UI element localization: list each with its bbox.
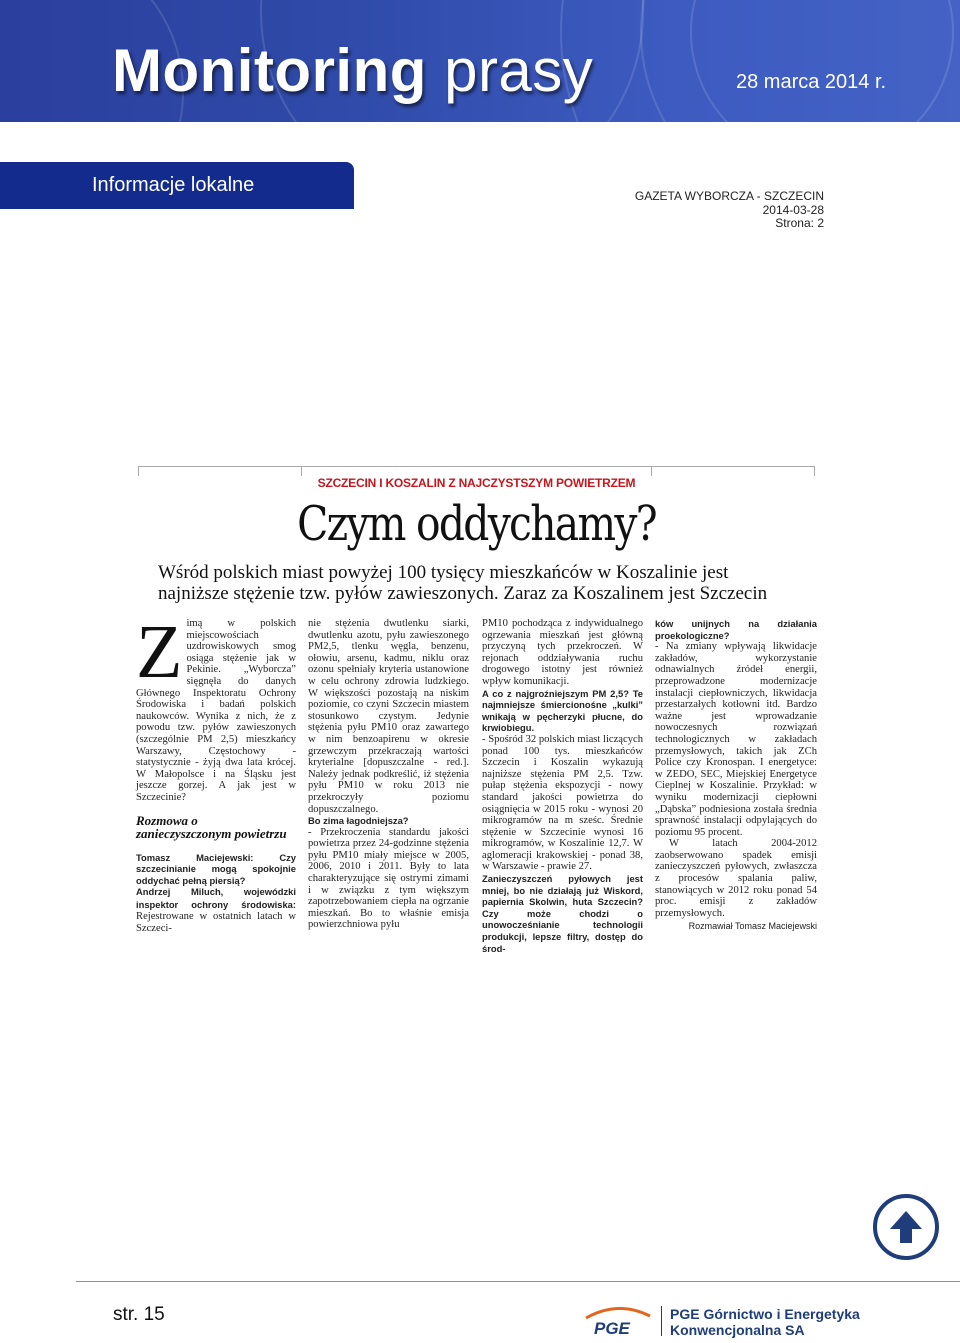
footer-divider (661, 1306, 662, 1336)
article-kicker: SZCZECIN I KOSZALIN Z NAJCZYSTSZYM POWIETRZEM (317, 476, 636, 490)
section-label: Informacje lokalne (92, 174, 255, 196)
article-column-4 (655, 618, 817, 933)
company-line-1: PGE Górnictwo i Energetyka (670, 1306, 860, 1322)
source-date: 2014-03-28 (762, 202, 824, 217)
col2-text-2: - Przekroczenia standardu jakości powietrza przez 24-godzinne stężenia pyłu PM10 miały miejsce w 2005, 2006, 2010 i 2011. Były to lata charakteryzujące się ostrymi zimami i w związku z tym większym zapotrzebowaniem ciepła na ogrzanie mieszkań. Bo to właśnie emisja powierzchniowa pyłu (308, 826, 469, 931)
back-to-top-button[interactable] (873, 1194, 939, 1260)
source-info (635, 190, 824, 231)
clip-tick (301, 466, 302, 476)
clip-top-rule (138, 466, 814, 467)
footer-rule (76, 1281, 960, 1282)
article-column-1 (136, 610, 296, 935)
drop-cap: Z (136, 610, 183, 694)
source-publication: GAZETA WYBORCZA - SZCZECIN (634, 189, 824, 203)
title-bold: Monitoring (112, 37, 427, 104)
answer-speaker: Andrzej Miluch, wojewódzki inspektor ochrony środowiska: (136, 886, 296, 910)
arrow-up-icon (886, 1207, 926, 1247)
question-1: Tomasz Maciejewski: Czy szczecinianie mogą spokojnie oddychać pełną piersią? (136, 851, 296, 886)
report-date: 28 marca 2014 r. (736, 71, 887, 93)
section-tab (0, 162, 354, 209)
pge-logo-mark (582, 1300, 654, 1338)
question-4: Zanieczyszczeń pyłowych jest mniej, bo nie działają już Wiskord, papiernia Skolwin, huta Szczecin? Czy może chodzi o unowocześnianie technologii produkcji, lepsze filtry, dostęp do środ- (482, 873, 643, 954)
header-banner (0, 0, 960, 122)
page-title (112, 36, 593, 106)
clip-tick (138, 466, 139, 476)
pge-logo (582, 1300, 654, 1338)
title-light: prasy (444, 37, 594, 104)
answer-1-text: Rejestrowane w ostatnich latach w Szczeci- (136, 911, 296, 935)
col2-text: nie stężenia dwutlenku siarki, dwutlenku azotu, pyłu zawieszonego PM2,5, tlenku węgla, benzenu, ołowiu, arsenu, kadmu, niklu oraz ozonu spełniały kryteria ustanowione w celu ochrony zdrowia ludzkiego. W większości pozostają na niskim poziomie, co czyni Szczecin miastem stosunkowo czystym. Jedynie stężenia pyłu PM10 oraz zawartego w nim benzoapirenu w okresie grzewczym przekraczają wartości kryterialne [dopuszczalne - red.]. Należy jednak podkreślić, iż stężenia pyłu PM10 w roku 2013 nie przekroczyły poziomu dopuszczalnego. (308, 618, 469, 815)
source-page: Strona: 2 (775, 216, 824, 230)
col4-text-2: W latach 2004-2012 zaobserwowano spadek emisji zanieczyszczeń pyłowych, zwłaszcza z procesów spalania paliw, stanowiących w 2012 roku ponad 54 proc. emisji z zakładów przemysłowych. (655, 838, 817, 919)
col3-text: PM10 pochodząca z indywidualnego ogrzewania mieszkań jest główną przyczyną tych przekroczeń. W rejonach oddziaływania ruchu drogowego istotny jest również wpływ komunikacji. (482, 618, 643, 687)
clip-tick (651, 466, 652, 476)
clip-tick (814, 466, 815, 476)
col3-text-2: - Spośród 32 polskich miast liczących ponad 100 tys. mieszkańców Szczecin i Koszalin wykazują najniższe stężenia PM 2,5. Tzw. pułap stężenia ekspozycji - nowy standard jakości powietrza do osiągnięcia w 2015 roku - wynosi 20 mikrogramów na m sześc. Średnie stężenie w Szczecinie wynosi 16 mikrogramów, w Koszalinie 12,7. W aglomeracji krakowskiej - ponad 38, w Warszawie - prawie 27. (482, 733, 643, 873)
question-3: A co z najgroźniejszym PM 2,5? Te najmniejsze śmiercionośne „kulki” wnikają w pęcherzyki płucne, do krwiobiegu. (482, 687, 643, 734)
col1-text: imą w polskich miejscowościach uzdrowiskowych smog osiąga stężenie jak w Pekinie. „Wyborcza” sięgnęła do danych Głównego Inspektoratu Ochrony Środowiska i badań polskich naukowców. Wynika z nich, że z powodu tzw. pyłów zawieszonych (szczególnie PM 2,5) mieszkańcy Warszawy, Częstochowy - statystycznie - żyją dwa lata krócej. W Małopolsce i na Śląsku jest jeszcze gorzej. A jak jest w Szczecinie? (136, 618, 296, 803)
article-lead: Wśród polskich miast powyżej 100 tysięcy mieszkańców w Koszalinie jest najniższe stężenie tzw. pyłów zawieszonych. Zaraz za Koszalinem jest Szczecin (158, 562, 768, 604)
article-headline: Czym oddychamy? (297, 496, 656, 552)
pge-logo-text: PGE (594, 1319, 630, 1338)
page-number: str. 15 (113, 1304, 165, 1325)
question-4-end: ków unijnych na działania proekologiczne? (655, 618, 817, 641)
company-name (670, 1306, 860, 1338)
article-column-2 (308, 618, 469, 931)
article-column-3 (482, 618, 643, 954)
col4-text: - Na zmiany wpływają likwidacje zakładów, wykorzystanie odnawialnych źródeł energii, przeprowadzone modernizacje instalacji ciepłowniczych, likwidacja przestarzałych kotłowni itd. Bardzo ważne jest wprowadzanie nowoczesnych rozwiązań technologicznych w zakładach przemysłowych, takich jak ZCh Police czy Kronospan. I energetyce: w ZEDO, SEC, Miejskiej Energetyce Cieplnej w Koszalinie. Przykład: w wyniku modernizacji ciepłowni „Dąbska” podniesiona została średnia sprawność instalacji odpylających do poziomu 95 procent. (655, 641, 817, 838)
company-line-2: Konwencjonalna SA (670, 1322, 805, 1338)
article-byline: Rozmawiał Tomasz Maciejewski (688, 921, 817, 932)
question-2: Bo zima łagodniejsza? (308, 815, 409, 827)
article-clipping (136, 466, 817, 954)
interview-title: Rozmowa o zanieczyszczonym powietrzu (136, 812, 287, 841)
